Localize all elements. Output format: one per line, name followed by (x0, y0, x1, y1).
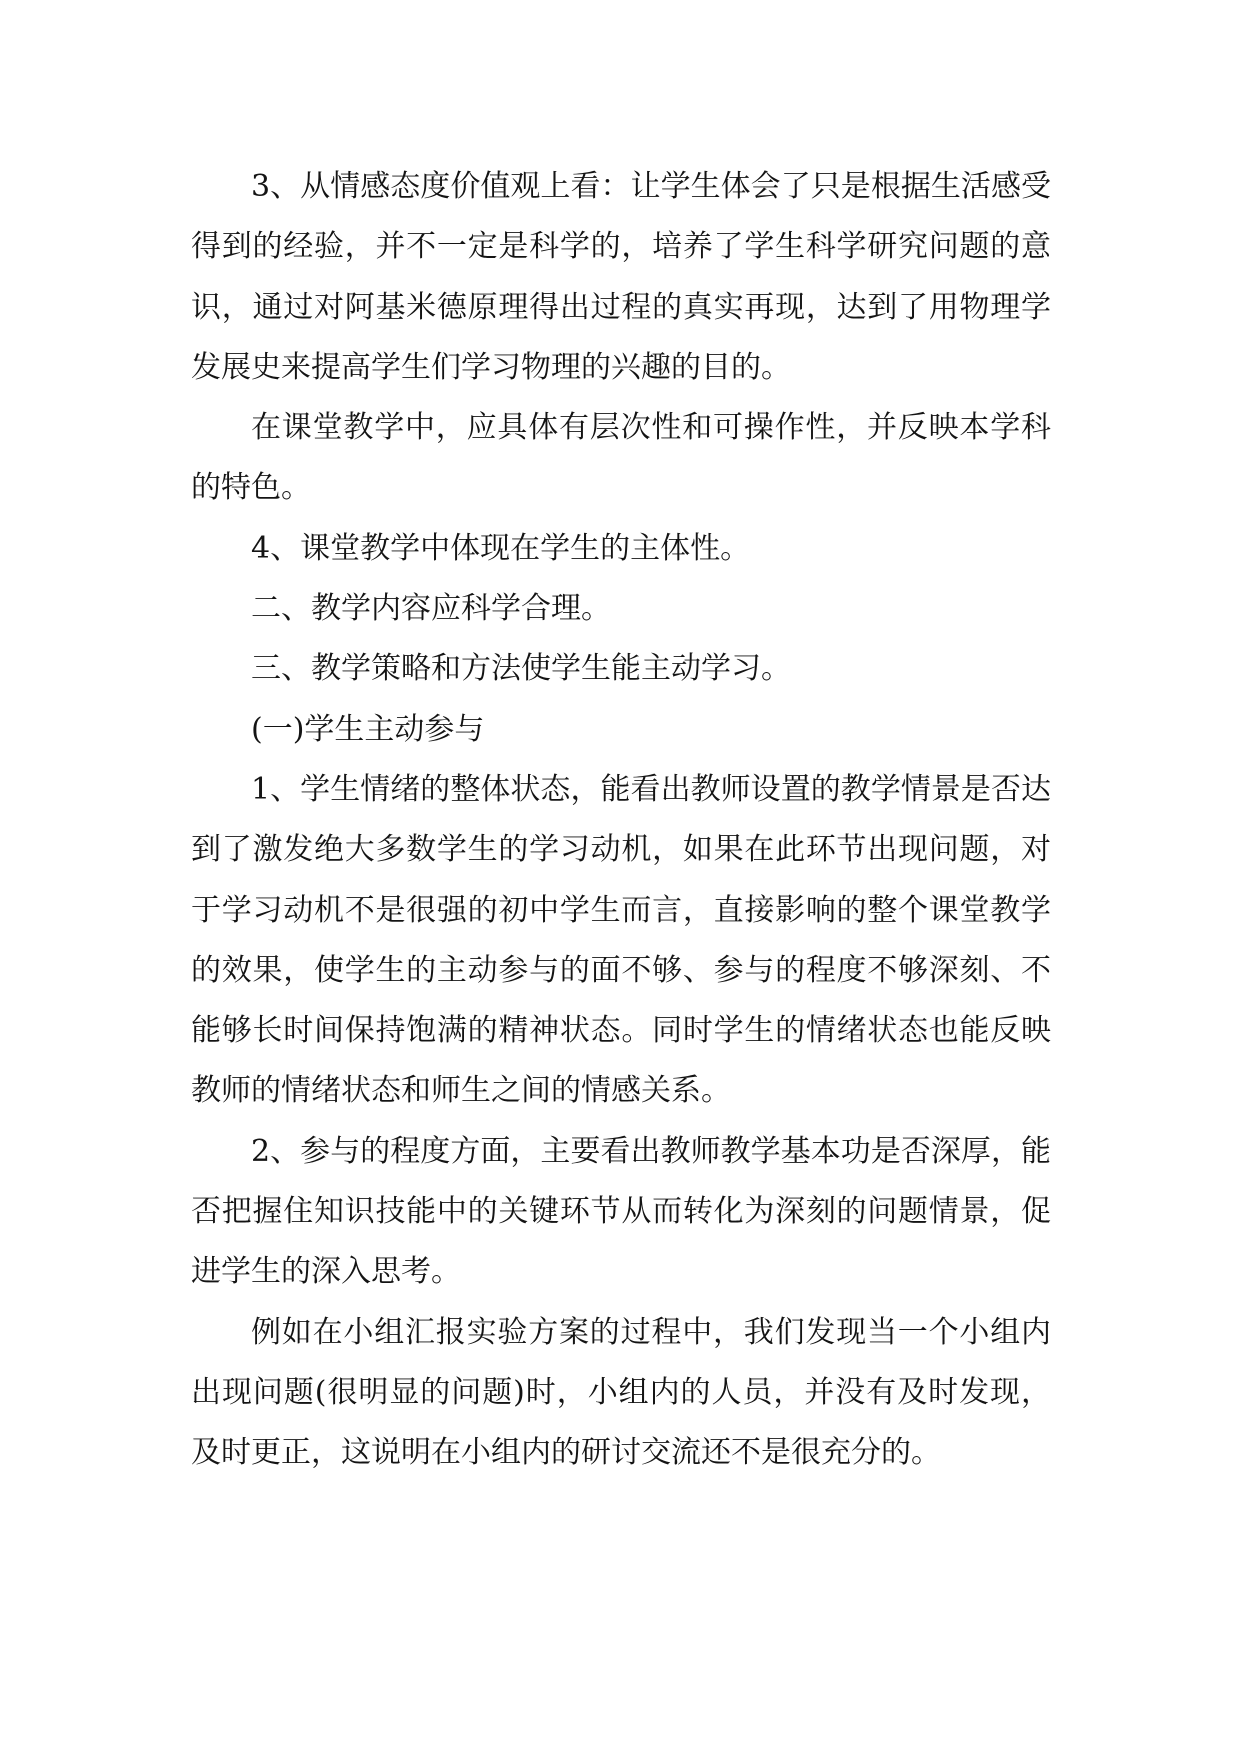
document-body (191, 157, 1051, 1484)
paragraph-participation-degree: 2、参与的程度方面，主要看出教师教学基本功是否深厚，能否把握住知识技能中的关键环节从而转化为深刻的问题情景，促进学生的深入思考。 (191, 1133, 1051, 1290)
paragraph-student-subjectivity: 4、课堂教学中体现在学生的主体性。 (251, 530, 751, 566)
paragraph-group-report-example: 例如在小组汇报实验方案的过程中，我们发现当一个小组内出现问题(很明显的问题)时，小组内的人员，并没有及时发现，及时更正，这说明在小组内的研讨交流还不是很充分的。 (191, 1314, 1051, 1471)
heading-teaching-strategy: 三、教学策略和方法使学生能主动学习。 (251, 651, 791, 687)
heading-teaching-content: 二、教学内容应科学合理。 (251, 591, 611, 627)
paragraph-student-emotion: 1、学生情绪的整体状态，能看出教师设置的教学情景是否达到了激发绝大多数学生的学习动机，如果在此环节出现问题，对于学习动机不是很强的初中学生而言，直接影响的整个课堂教学的效果，使学生的主动参与的面不够、参与的程度不够深刻、不能够长时间保持饱满的精神状态。同时学生的情绪状态也能反映教师的情绪状态和师生之间的情感关系。 (191, 771, 1051, 1109)
subheading-active-participation: (一)学生主动参与 (251, 711, 485, 747)
paragraph-classroom-layering: 在课堂教学中，应具体有层次性和可操作性，并反映本学科的特色。 (191, 410, 1051, 506)
paragraph-emotion-values: 3、从情感态度价值观上看：让学生体会了只是根据生活感受得到的经验，并不一定是科学的，培养了学生科学研究问题的意识，通过对阿基米德原理得出过程的真实再现，达到了用物理学发展史来提高学生们学习物理的兴趣的目的。 (191, 169, 1051, 385)
